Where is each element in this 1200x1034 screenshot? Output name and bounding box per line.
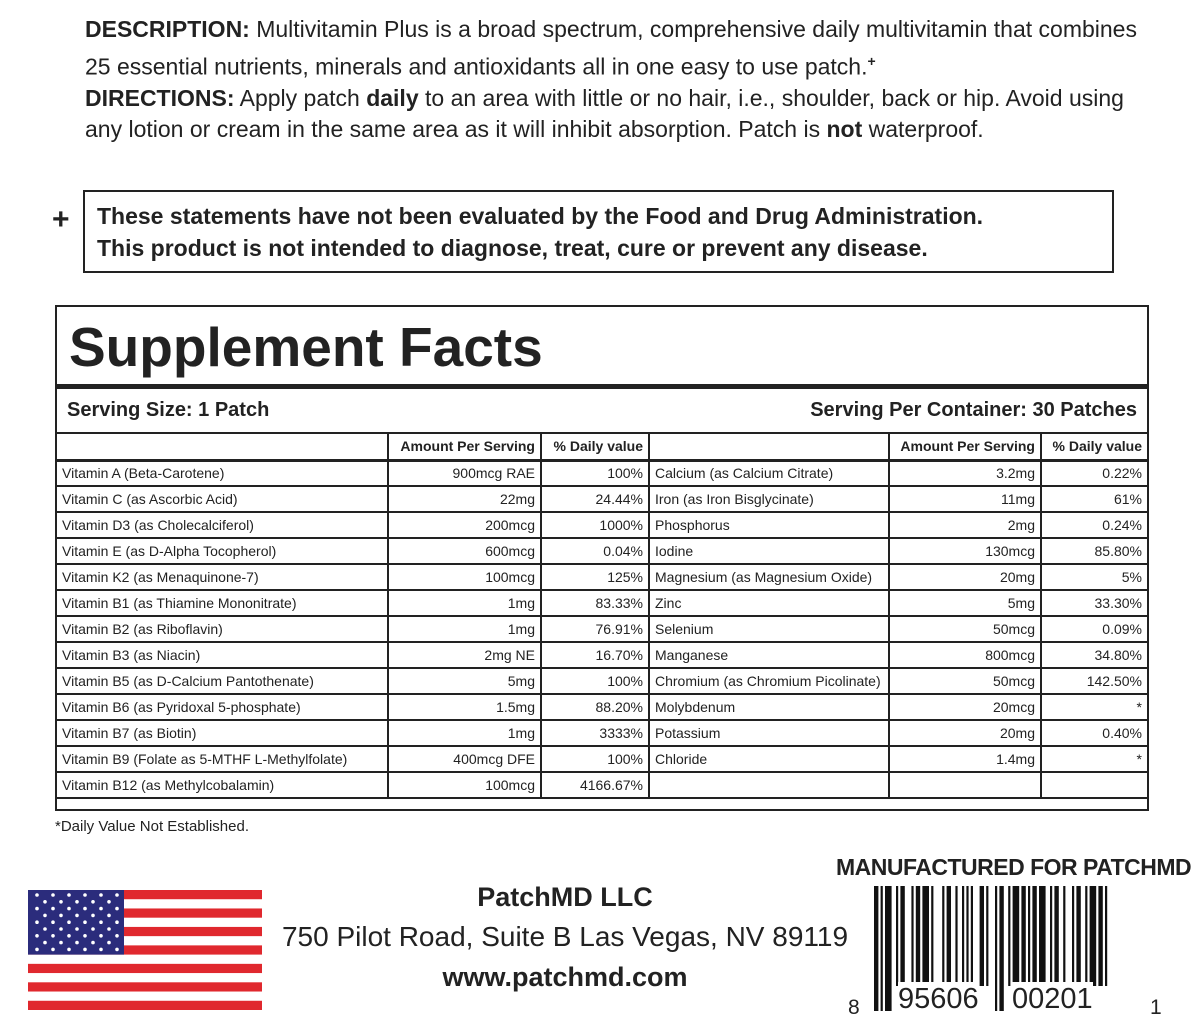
daily-value: * [1041, 746, 1147, 772]
amount-per-serving: 22mg [388, 486, 541, 512]
nutrient-name: Iron (as Iron Bisglycinate) [649, 486, 889, 512]
table-row [57, 512, 1147, 538]
nutrient-name: Zinc [649, 590, 889, 616]
daily-value: 142.50% [1041, 668, 1147, 694]
barcode-bar [980, 886, 984, 986]
nutrient-name: Vitamin B3 (as Niacin) [57, 642, 388, 668]
table-row [57, 694, 1147, 720]
barcode-bar [916, 886, 920, 986]
table-row [57, 772, 1147, 798]
table-row [57, 486, 1147, 512]
daily-value: 33.30% [1041, 590, 1147, 616]
daily-value: 4166.67% [541, 772, 649, 798]
daily-value: 125% [541, 564, 649, 590]
nutrient-name: Phosphorus [649, 512, 889, 538]
amount-per-serving: 5mg [889, 590, 1041, 616]
barcode-bar [1032, 886, 1036, 986]
us-flag-icon [28, 890, 262, 1010]
barcode-bar [995, 886, 997, 1011]
amount-per-serving: 400mcg DFE [388, 746, 541, 772]
barcode-bar [1105, 886, 1107, 986]
barcode-digits-right: 00201 [1012, 983, 1093, 1015]
daily-value: 16.70% [541, 642, 649, 668]
nutrient-name: Vitamin A (Beta-Carotene) [57, 460, 388, 486]
table-header: Amount Per Serving % Daily value Amount Per Serving % Daily value [57, 434, 1147, 460]
footnote: *Daily Value Not Established. [55, 818, 249, 835]
daily-value: 5% [1041, 564, 1147, 590]
table-row [57, 564, 1147, 590]
barcode-bar [900, 886, 904, 986]
daily-value: 0.24% [1041, 512, 1147, 538]
barcode-bar [947, 886, 951, 986]
amount-per-serving: 200mcg [388, 512, 541, 538]
daily-value: 34.80% [1041, 642, 1147, 668]
daily-value: * [1041, 694, 1147, 720]
amount-per-serving: 900mcg RAE [388, 460, 541, 486]
company-name: PatchMD LLC [477, 882, 653, 912]
nutrient-name: Vitamin B2 (as Riboflavin) [57, 616, 388, 642]
nutrient-name: Vitamin B12 (as Methylcobalamin) [57, 772, 388, 798]
daily-value: 61% [1041, 486, 1147, 512]
nutrient-name: Vitamin C (as Ascorbic Acid) [57, 486, 388, 512]
barcode-digits-left: 95606 [898, 983, 979, 1015]
table-row [57, 746, 1147, 772]
table-row [57, 538, 1147, 564]
daily-value: 0.22% [1041, 460, 1147, 486]
daily-value: 24.44% [541, 486, 649, 512]
table-row [57, 668, 1147, 694]
barcode-bar [955, 886, 957, 986]
barcode-bar [1063, 886, 1065, 986]
barcode-bar [971, 886, 973, 986]
nutrient-name: Iodine [649, 538, 889, 564]
barcode-bar [1072, 886, 1074, 986]
amount-per-serving [889, 772, 1041, 798]
daily-value: 85.80% [1041, 538, 1147, 564]
table-row [57, 616, 1147, 642]
amount-per-serving: 5mg [388, 668, 541, 694]
serving-size: Serving Size: 1 Patch [67, 399, 270, 421]
daily-value: 0.09% [1041, 616, 1147, 642]
barcode-bar [1090, 886, 1097, 986]
barcode-bar [896, 886, 898, 986]
amount-per-serving: 600mcg [388, 538, 541, 564]
nutrient-name: Vitamin E (as D-Alpha Tocopherol) [57, 538, 388, 564]
barcode-bar [966, 886, 968, 986]
amount-per-serving: 1.5mg [388, 694, 541, 720]
barcode-bar [1021, 886, 1025, 986]
daily-value: 83.33% [541, 590, 649, 616]
table-row [57, 720, 1147, 746]
barcode-bar [986, 886, 988, 986]
servings-per-container: Serving Per Container: 30 Patches [810, 399, 1137, 421]
nutrient-name [649, 772, 889, 798]
daily-value: 76.91% [541, 616, 649, 642]
amount-per-serving: 50mcg [889, 616, 1041, 642]
nutrient-name: Vitamin B5 (as D-Calcium Pantothenate) [57, 668, 388, 694]
barcode-bar [1039, 886, 1046, 986]
barcode-bar [1008, 886, 1010, 986]
daily-value: 3333% [541, 720, 649, 746]
daily-value: 100% [541, 746, 649, 772]
amount-per-serving: 1mg [388, 590, 541, 616]
daily-value: 0.04% [541, 538, 649, 564]
barcode-bar [962, 886, 964, 986]
daily-value: 1000% [541, 512, 649, 538]
amount-per-serving: 3.2mg [889, 460, 1041, 486]
barcode-bar [1013, 886, 1020, 986]
supplement-facts [55, 305, 1149, 811]
barcode-bar [1098, 886, 1102, 986]
amount-per-serving: 1.4mg [889, 746, 1041, 772]
barcode-bar [922, 886, 929, 986]
intro-text [85, 14, 1160, 146]
amount-per-serving: 20mg [889, 720, 1041, 746]
nutrient-name: Vitamin B6 (as Pyridoxal 5-phosphate) [57, 694, 388, 720]
barcode-bar [1085, 886, 1087, 986]
barcode-bar [942, 886, 944, 986]
barcode-bar [881, 886, 883, 1011]
fda-disclaimer: These statements have not been evaluated by the Food and Drug Administration. This product is not intended to diagnose, treat, cure or prevent any disease. [83, 190, 1114, 273]
daily-value: 0.40% [1041, 720, 1147, 746]
amount-per-serving: 100mcg [388, 772, 541, 798]
amount-per-serving: 1mg [388, 616, 541, 642]
nutrient-table [57, 434, 1147, 799]
nutrient-name: Molybdenum [649, 694, 889, 720]
directions: DIRECTIONS: Apply patch daily to an area with little or no hair, i.e., shoulder, back or hip. Avoid using any lotion or cream in the same area as it will inhibit absorption. Patch is not waterproof. [85, 84, 1124, 143]
amount-per-serving: 20mg [889, 564, 1041, 590]
barcode-bar [1028, 886, 1030, 986]
description: DESCRIPTION: Multivitamin Plus is a broad spectrum, comprehensive daily multivitamin that combines 25 essential nutrients, minerals and antioxidants all in one easy to use patch.+ [85, 16, 1137, 80]
amount-per-serving: 2mg NE [388, 642, 541, 668]
table-row [57, 642, 1147, 668]
table-row [57, 460, 1147, 486]
plus-icon: + [52, 203, 70, 236]
nutrient-name: Potassium [649, 720, 889, 746]
barcode-bar [931, 886, 933, 986]
nutrient-name: Magnesium (as Magnesium Oxide) [649, 564, 889, 590]
nutrient-name: Selenium [649, 616, 889, 642]
nutrient-name: Vitamin B9 (Folate as 5-MTHF L-Methylfolate) [57, 746, 388, 772]
barcode-bar [1050, 886, 1052, 986]
barcode-bar [874, 886, 878, 1011]
nutrient-name: Manganese [649, 642, 889, 668]
table-row [57, 590, 1147, 616]
nutrient-name: Vitamin B1 (as Thiamine Mononitrate) [57, 590, 388, 616]
barcode-digit: 1 [1150, 996, 1162, 1019]
nutrient-name: Vitamin D3 (as Cholecalciferol) [57, 512, 388, 538]
amount-per-serving: 2mg [889, 512, 1041, 538]
amount-per-serving: 130mcg [889, 538, 1041, 564]
facts-title: Supplement Facts [57, 307, 1147, 389]
barcode-digit: 8 [848, 996, 860, 1019]
amount-per-serving: 11mg [889, 486, 1041, 512]
company-address: 750 Pilot Road, Suite B Las Vegas, NV 89119 [281, 921, 849, 952]
manufactured-for: MANUFACTURED FOR PATCHMD [836, 854, 1192, 880]
company-website[interactable]: www.patchmd.com [442, 962, 688, 992]
daily-value: 100% [541, 668, 649, 694]
barcode-bar [1076, 886, 1080, 986]
daily-value: 88.20% [541, 694, 649, 720]
amount-per-serving: 1mg [388, 720, 541, 746]
barcode-bar [1054, 886, 1058, 986]
amount-per-serving: 50mcg [889, 668, 1041, 694]
nutrient-name: Vitamin K2 (as Menaquinone-7) [57, 564, 388, 590]
amount-per-serving: 100mcg [388, 564, 541, 590]
nutrient-name: Calcium (as Calcium Citrate) [649, 460, 889, 486]
nutrient-name: Vitamin B7 (as Biotin) [57, 720, 388, 746]
nutrient-name: Chloride [649, 746, 889, 772]
daily-value: 100% [541, 460, 649, 486]
barcode-bar [885, 886, 892, 1011]
amount-per-serving: 20mcg [889, 694, 1041, 720]
barcode-bar [999, 886, 1003, 1011]
daily-value [1041, 772, 1147, 798]
amount-per-serving: 800mcg [889, 642, 1041, 668]
barcode-bar [911, 886, 913, 986]
nutrient-name: Chromium (as Chromium Picolinate) [649, 668, 889, 694]
